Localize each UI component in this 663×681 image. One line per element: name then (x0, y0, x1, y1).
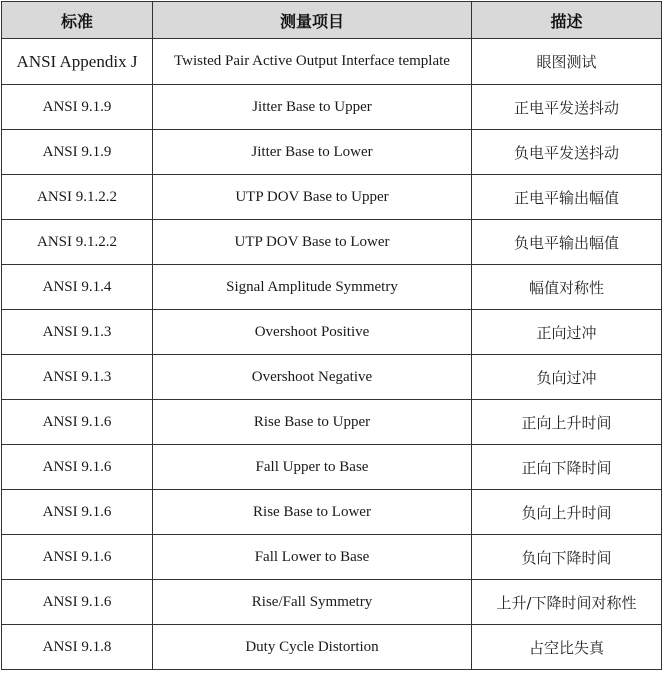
measurement-item-cell: Jitter Base to Lower (153, 130, 472, 175)
description-cell: 正向下降时间 (472, 445, 662, 490)
table-row (2, 310, 662, 355)
description-cell: 上升/下降时间对称性 (472, 580, 662, 625)
header-description: 描述 (472, 2, 662, 39)
description-cell: 负向过冲 (472, 355, 662, 400)
standard-cell: ANSI 9.1.3 (2, 355, 153, 400)
description-cell: 正向过冲 (472, 310, 662, 355)
table-row (2, 130, 662, 175)
measurement-item-cell: UTP DOV Base to Upper (153, 175, 472, 220)
table-row (2, 445, 662, 490)
measurement-item-cell: Twisted Pair Active Output Interface template (153, 39, 472, 85)
description-cell: 占空比失真 (472, 625, 662, 670)
standard-cell: ANSI 9.1.6 (2, 400, 153, 445)
table-row (2, 220, 662, 265)
standard-cell: ANSI 9.1.9 (2, 130, 153, 175)
measurement-item-cell: Rise Base to Lower (153, 490, 472, 535)
description-cell: 负电平发送抖动 (472, 130, 662, 175)
measurement-item-cell: Signal Amplitude Symmetry (153, 265, 472, 310)
standard-cell: ANSI 9.1.4 (2, 265, 153, 310)
measurement-item-cell: Rise/Fall Symmetry (153, 580, 472, 625)
description-cell: 正向上升时间 (472, 400, 662, 445)
table-row (2, 175, 662, 220)
header-standard: 标准 (2, 2, 153, 39)
standard-cell: ANSI 9.1.3 (2, 310, 153, 355)
table-row (2, 400, 662, 445)
table-row (2, 355, 662, 400)
standard-cell: ANSI 9.1.6 (2, 580, 153, 625)
standard-cell: ANSI 9.1.6 (2, 445, 153, 490)
standard-cell: ANSI 9.1.8 (2, 625, 153, 670)
measurement-item-cell: Jitter Base to Upper (153, 85, 472, 130)
standard-cell: ANSI 9.1.2.2 (2, 175, 153, 220)
table-row (2, 580, 662, 625)
standard-cell: ANSI 9.1.6 (2, 535, 153, 580)
standard-cell: ANSI 9.1.9 (2, 85, 153, 130)
header-row (2, 2, 662, 39)
description-cell: 正电平发送抖动 (472, 85, 662, 130)
table-body (2, 39, 662, 670)
measurement-item-cell: Overshoot Negative (153, 355, 472, 400)
standard-cell: ANSI Appendix J (2, 39, 153, 85)
header-measurement-item: 测量项目 (153, 2, 472, 39)
description-cell: 眼图测试 (472, 39, 662, 85)
table-row (2, 265, 662, 310)
table-row (2, 39, 662, 85)
standard-cell: ANSI 9.1.6 (2, 490, 153, 535)
measurement-item-cell: Rise Base to Upper (153, 400, 472, 445)
standard-cell: ANSI 9.1.2.2 (2, 220, 153, 265)
measurement-item-cell: Overshoot Positive (153, 310, 472, 355)
description-cell: 正电平输出幅值 (472, 175, 662, 220)
measurement-item-cell: Fall Lower to Base (153, 535, 472, 580)
table-row (2, 535, 662, 580)
measurement-item-cell: Fall Upper to Base (153, 445, 472, 490)
description-cell: 幅值对称性 (472, 265, 662, 310)
measurement-item-cell: Duty Cycle Distortion (153, 625, 472, 670)
measurement-table (1, 1, 662, 670)
description-cell: 负电平输出幅值 (472, 220, 662, 265)
measurement-item-cell: UTP DOV Base to Lower (153, 220, 472, 265)
table-header (2, 2, 662, 39)
table-row (2, 625, 662, 670)
description-cell: 负向下降时间 (472, 535, 662, 580)
table-row (2, 490, 662, 535)
description-cell: 负向上升时间 (472, 490, 662, 535)
table-row (2, 85, 662, 130)
